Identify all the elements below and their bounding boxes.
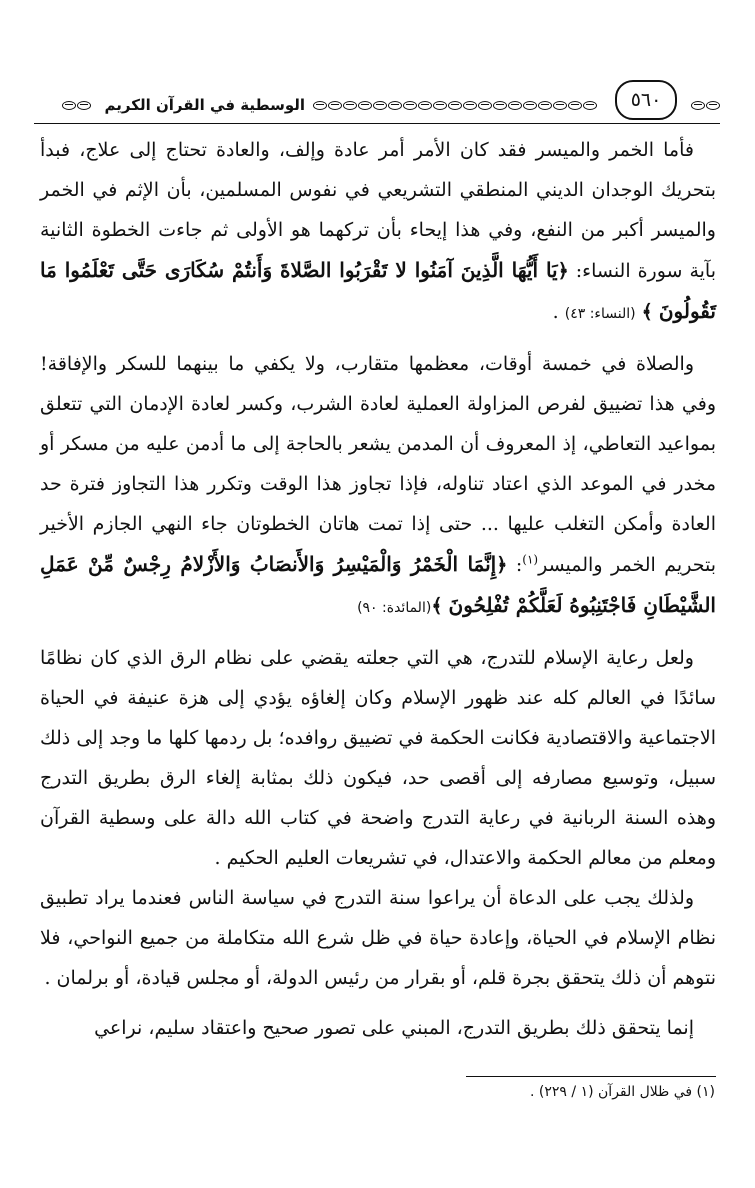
page-header bbox=[34, 88, 720, 122]
paragraph-2-colon: : bbox=[515, 554, 523, 576]
header-rule bbox=[34, 123, 720, 124]
paragraph-1-end: . bbox=[552, 301, 559, 323]
footnote-1: (١) في ظلال القرآن (١ / ٢٢٩) . bbox=[530, 1084, 715, 1100]
page-number: ٥٦٠ bbox=[615, 80, 677, 120]
paragraph-2-text: والصلاة في خمسة أوقات، معظمها متقارب، ولا يكفي ما بينهما للسكر والإفاقة! وفي هذا تضييق لفرص المزاولة العملية لعادة الشرب، وكسر لعادة الإدمان التي تتعلق بمواعيد التعاطي، إذ المعروف أن المدمن يشعر بالحاجة إلى ما أدمن عليه من مسكر أو مخدر في الموعد الذي اعتاد تناوله، فإذا تجاوز هذا الوقت وتكرر هذا التجاوز فترة حد العادة وأمكن التغلب عليها ... حتى إذا تمت هاتان الخطوتان جاء النهي الجازم الأخير بتحريم الخمر والميسر bbox=[40, 353, 716, 576]
quran-bracket-open: ﴿ bbox=[496, 554, 508, 576]
paragraph-4 bbox=[40, 878, 716, 998]
quran-verse-nisa: يَا أَيُّهَا الَّذِينَ آمَنُوا لا تَقْرَبُوا الصَّلاةَ وَأَنتُمْ سُكَارَى حَتَّى تَعْلَمُوا مَا تَقُولُونَ bbox=[40, 258, 716, 323]
running-title: الوسطية في القرآن الكريم bbox=[104, 96, 305, 114]
paragraph-5 bbox=[40, 1008, 716, 1048]
paragraph-4-text: ولذلك يجب على الدعاة أن يراعوا سنة التدرج في سياسة الناس فعندما يراد تطبيق نظام الإسلام في الحياة، وإعادة حياة في ظل شرع الله متكاملة من جميع النواحي، فلا نتوهم أن ذلك يتحقق بجرة قلم، أو بقرار من رئيس الدولة، أو مجلس قيادة، أو برلمان . bbox=[40, 887, 716, 989]
paragraph-1-text: فأما الخمر والميسر فقد كان الأمر أمر عادة وإلف، والعادة تحتاج إلى علاج، فبدأ بتحريك الوجدان الديني المنطقي التشريعي في نفوس المسلمين، بأن الإثم في الخمر والميسر أكبر من النفع، وفي هذا إيحاء بأن تركهما هو الأولى ثم جاءت الخطوة الثانية بآية سورة النساء: bbox=[40, 139, 716, 282]
quran-bracket-close: ﴾ bbox=[641, 301, 653, 323]
verse-citation-maidah: (المائدة: ٩٠) bbox=[357, 600, 432, 616]
quran-verse-maidah: إِنَّمَا الْخَمْرُ وَالْمَيْسِرُ وَالأَنصَابُ وَالأَزْلامُ رِجْسٌ مِّنْ عَمَلِ الشَّيْطَانِ فَاجْتَنِبُوهُ لَعَلَّكُمْ تُفْلِحُونَ bbox=[40, 552, 716, 617]
body-text bbox=[40, 130, 716, 1048]
paragraph-5-text: إنما يتحقق ذلك بطريق التدرج، المبني على تصور صحيح واعتقاد سليم، نراعي bbox=[94, 1017, 694, 1039]
header-ornament-chain bbox=[313, 101, 597, 110]
footnote-reference: (١) bbox=[522, 552, 539, 567]
paragraph-1 bbox=[40, 130, 716, 334]
header-ornament-right bbox=[691, 101, 720, 110]
header-ornament-left bbox=[62, 101, 91, 110]
footnote-rule bbox=[466, 1076, 716, 1077]
quran-bracket-close: ﴾ bbox=[431, 595, 443, 617]
paragraph-3-text: ولعل رعاية الإسلام للتدرج، هي التي جعلته يقضي على نظام الرق الذي كان نظامًا سائدًا في العالم كله عند ظهور الإسلام وكان إلغاؤه يؤدي إلى هزة عنيفة في الحياة الاجتماعية والاقتصادية فكانت الحكمة في تضييق روافده؛ بل ردمها كلها ما وجد إلى ذلك سبيل، وتوسيع مصارفه إلى أقصى حد، فيكون ذلك بمثابة إلغاء الرق بطريق التدرج وهذه السنة الربانية في رعاية التدرج واضحة في كتاب الله دالة على وسطية القرآن ومعلم من معالم الحكمة والاعتدال، في تشريعات العليم الحكيم . bbox=[40, 647, 716, 869]
verse-citation-nisa: (النساء: ٤٣) bbox=[564, 306, 636, 322]
paragraph-2 bbox=[40, 344, 716, 628]
paragraph-3 bbox=[40, 638, 716, 878]
quran-bracket-open: ﴿ bbox=[557, 260, 569, 282]
